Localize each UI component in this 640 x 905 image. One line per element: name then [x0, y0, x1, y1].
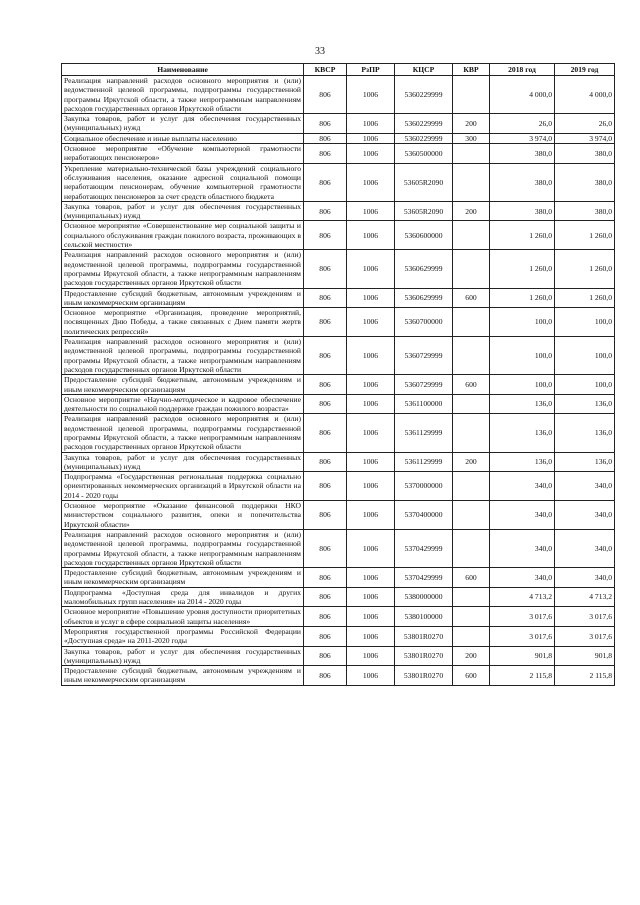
cell-2019: 136,0 [555, 452, 615, 472]
cell-kvr [453, 472, 490, 501]
cell-2019: 3 017,6 [555, 626, 615, 646]
cell-2019: 3 017,6 [555, 607, 615, 627]
cell-name: Основное мероприятие «Совершенствование мер социальной защиты и социального обслуживания граждан пожилого возраста, проживающих в сельской местности» [62, 221, 304, 250]
cell-2019: 100,0 [555, 337, 615, 375]
cell-kvsr: 806 [304, 529, 347, 567]
table-row [62, 626, 615, 646]
cell-rzpr: 1006 [347, 529, 395, 567]
cell-kvsr: 806 [304, 133, 347, 143]
cell-kcsr: 53801R0270 [395, 666, 453, 686]
cell-name: Реализация направлений расходов основного мероприятия и (или) ведомственной целевой программы, подпрограммы государственной программы Иркутской области, а также непрограммным направлениям расходов государственных органов Иркутской области [62, 76, 304, 114]
cell-kvsr: 806 [304, 587, 347, 607]
cell-kcsr: 5360729999 [395, 337, 453, 375]
cell-kcsr: 53605R2090 [395, 201, 453, 221]
cell-kcsr: 5370000000 [395, 472, 453, 501]
cell-kvr: 200 [453, 201, 490, 221]
table-row [62, 568, 615, 588]
cell-2018: 100,0 [490, 308, 555, 337]
cell-kvr: 200 [453, 646, 490, 666]
cell-2019: 340,0 [555, 529, 615, 567]
cell-rzpr: 1006 [347, 607, 395, 627]
cell-kvsr: 806 [304, 144, 347, 164]
cell-2019: 3 974,0 [555, 133, 615, 143]
cell-kvr: 300 [453, 133, 490, 143]
cell-2018: 100,0 [490, 337, 555, 375]
header-kvr: КВР [453, 64, 490, 76]
cell-2018: 100,0 [490, 375, 555, 395]
cell-rzpr: 1006 [347, 163, 395, 201]
cell-kcsr: 5360600000 [395, 221, 453, 250]
cell-2018: 3 974,0 [490, 133, 555, 143]
cell-2018: 1 260,0 [490, 288, 555, 308]
page-number: 33 [315, 46, 325, 57]
cell-kvr [453, 144, 490, 164]
cell-kvr [453, 414, 490, 452]
budget-table [61, 63, 615, 686]
table-body [62, 76, 615, 686]
table-row [62, 308, 615, 337]
cell-kvr [453, 221, 490, 250]
table-row [62, 414, 615, 452]
cell-rzpr: 1006 [347, 76, 395, 114]
cell-kvsr: 806 [304, 394, 347, 414]
cell-name: Закупка товаров, работ и услуг для обеспечения государственных (муниципальных) нужд [62, 114, 304, 134]
cell-kvr: 600 [453, 375, 490, 395]
cell-kcsr: 5360229999 [395, 76, 453, 114]
cell-2018: 1 260,0 [490, 250, 555, 288]
cell-name: Предоставление субсидий бюджетным, автономным учреждениям и иным некоммерческим организациям [62, 375, 304, 395]
cell-2018: 380,0 [490, 201, 555, 221]
cell-kvr [453, 626, 490, 646]
cell-2018: 136,0 [490, 414, 555, 452]
cell-rzpr: 1006 [347, 221, 395, 250]
cell-kcsr: 5361129999 [395, 414, 453, 452]
cell-2018: 3 017,6 [490, 607, 555, 627]
cell-kvsr: 806 [304, 414, 347, 452]
cell-kvsr: 806 [304, 666, 347, 686]
cell-kvr: 600 [453, 288, 490, 308]
cell-kcsr: 5380100000 [395, 607, 453, 627]
cell-name: Основное мероприятие «Обучение компьютерной грамотности неработающих пенсионеров» [62, 144, 304, 164]
cell-rzpr: 1006 [347, 394, 395, 414]
header-rzpr: РзПР [347, 64, 395, 76]
cell-kvsr: 806 [304, 308, 347, 337]
cell-name: Подпрограмма «Государственная региональная поддержка социально ориентированных некоммерческих организаций в Иркутской области на 2014 - 2020 годы [62, 472, 304, 501]
cell-name: Закупка товаров, работ и услуг для обеспечения государственных (муниципальных) нужд [62, 646, 304, 666]
cell-2019: 380,0 [555, 201, 615, 221]
cell-name: Предоставление субсидий бюджетным, автономным учреждениям и иным некоммерческим организациям [62, 288, 304, 308]
table-row [62, 250, 615, 288]
table-header-row [62, 64, 615, 76]
cell-kvr: 200 [453, 452, 490, 472]
cell-2019: 136,0 [555, 414, 615, 452]
cell-kvr [453, 163, 490, 201]
table-row [62, 337, 615, 375]
cell-rzpr: 1006 [347, 201, 395, 221]
cell-kcsr: 5360229999 [395, 133, 453, 143]
cell-kcsr: 53801R0270 [395, 646, 453, 666]
cell-kcsr: 53605R2090 [395, 163, 453, 201]
cell-name: Реализация направлений расходов основного мероприятия и (или) ведомственной целевой программы, подпрограммы государственной программы Иркутской области, а также непрограммным направлениям расходов государственных органов Иркутской области [62, 414, 304, 452]
cell-2018: 380,0 [490, 163, 555, 201]
cell-name: Основное мероприятие «Научно-методическое и кадровое обеспечение деятельности по социальной поддержке граждан пожилого возраста» [62, 394, 304, 414]
cell-rzpr: 1006 [347, 472, 395, 501]
table-row [62, 375, 615, 395]
cell-2019: 901,8 [555, 646, 615, 666]
cell-kvsr: 806 [304, 607, 347, 627]
cell-name: Реализация направлений расходов основного мероприятия и (или) ведомственной целевой программы, подпрограммы государственной программы Иркутской области, а также непрограммным направлениям расходов государственных органов Иркутской области [62, 529, 304, 567]
cell-name: Основное мероприятие «Оказание финансовой поддержки НКО министерством социального развития, опеки и попечительства Иркутской области» [62, 501, 304, 530]
cell-2019: 4 713,2 [555, 587, 615, 607]
table-row [62, 288, 615, 308]
cell-kcsr: 5360229999 [395, 114, 453, 134]
cell-2018: 340,0 [490, 501, 555, 530]
cell-kvr: 200 [453, 114, 490, 134]
cell-kcsr: 5370429999 [395, 568, 453, 588]
cell-rzpr: 1006 [347, 452, 395, 472]
cell-kcsr: 5361100000 [395, 394, 453, 414]
cell-name: Реализация направлений расходов основного мероприятия и (или) ведомственной целевой программы, подпрограммы государственной программы Иркутской области, а также непрограммным направлениям расходов государственных органов Иркутской области [62, 250, 304, 288]
cell-rzpr: 1006 [347, 646, 395, 666]
cell-kvr [453, 501, 490, 530]
header-2019: 2019 год [555, 64, 615, 76]
cell-rzpr: 1006 [347, 133, 395, 143]
cell-rzpr: 1006 [347, 587, 395, 607]
cell-2019: 26,0 [555, 114, 615, 134]
cell-kvr [453, 529, 490, 567]
cell-rzpr: 1006 [347, 144, 395, 164]
cell-kvsr: 806 [304, 163, 347, 201]
cell-2018: 340,0 [490, 529, 555, 567]
table-row [62, 144, 615, 164]
cell-2018: 380,0 [490, 144, 555, 164]
table-row [62, 114, 615, 134]
cell-kvr [453, 587, 490, 607]
table-row [62, 221, 615, 250]
cell-2018: 340,0 [490, 472, 555, 501]
cell-2018: 4 713,2 [490, 587, 555, 607]
cell-kvr: 600 [453, 666, 490, 686]
cell-kvr [453, 394, 490, 414]
table-row [62, 529, 615, 567]
cell-2019: 1 260,0 [555, 288, 615, 308]
cell-2019: 1 260,0 [555, 250, 615, 288]
cell-rzpr: 1006 [347, 626, 395, 646]
cell-rzpr: 1006 [347, 666, 395, 686]
cell-kcsr: 5361129999 [395, 452, 453, 472]
cell-2019: 340,0 [555, 472, 615, 501]
cell-name: Подпрограмма «Доступная среда для инвалидов и других маломобильных групп населения» на 2014 - 2020 годы [62, 587, 304, 607]
cell-2019: 1 260,0 [555, 221, 615, 250]
cell-2018: 3 017,6 [490, 626, 555, 646]
cell-kvsr: 806 [304, 626, 347, 646]
cell-2018: 340,0 [490, 568, 555, 588]
cell-kvr [453, 607, 490, 627]
cell-2019: 380,0 [555, 163, 615, 201]
header-name: Наименование [62, 64, 304, 76]
table-row [62, 666, 615, 686]
table-row [62, 133, 615, 143]
cell-name: Предоставление субсидий бюджетным, автономным учреждениям и иным некоммерческим организациям [62, 568, 304, 588]
cell-rzpr: 1006 [347, 568, 395, 588]
cell-name: Реализация направлений расходов основного мероприятия и (или) ведомственной целевой программы, подпрограммы государственной программы Иркутской области, а также непрограммным направлениям расходов государственных органов Иркутской области [62, 337, 304, 375]
table-row [62, 394, 615, 414]
cell-2019: 4 000,0 [555, 76, 615, 114]
cell-name: Закупка товаров, работ и услуг для обеспечения государственных (муниципальных) нужд [62, 452, 304, 472]
cell-2019: 136,0 [555, 394, 615, 414]
table-row [62, 607, 615, 627]
cell-kvsr: 806 [304, 501, 347, 530]
cell-kvsr: 806 [304, 221, 347, 250]
cell-kvsr: 806 [304, 568, 347, 588]
header-2018: 2018 год [490, 64, 555, 76]
cell-2019: 340,0 [555, 501, 615, 530]
cell-kcsr: 5360700000 [395, 308, 453, 337]
cell-kvsr: 806 [304, 201, 347, 221]
cell-kvr [453, 308, 490, 337]
table-row [62, 201, 615, 221]
table-row [62, 587, 615, 607]
cell-2019: 100,0 [555, 375, 615, 395]
cell-2018: 2 115,8 [490, 666, 555, 686]
table-row [62, 76, 615, 114]
cell-name: Закупка товаров, работ и услуг для обеспечения государственных (муниципальных) нужд [62, 201, 304, 221]
cell-kvsr: 806 [304, 337, 347, 375]
table-row [62, 646, 615, 666]
cell-2018: 901,8 [490, 646, 555, 666]
cell-kcsr: 5360500000 [395, 144, 453, 164]
cell-2019: 2 115,8 [555, 666, 615, 686]
cell-kcsr: 5360629999 [395, 288, 453, 308]
cell-name: Основное мероприятие «Повышение уровня доступности приоритетных объектов и услуг в сфере социальной защиты населения» [62, 607, 304, 627]
cell-2019: 380,0 [555, 144, 615, 164]
cell-kvr: 600 [453, 568, 490, 588]
cell-rzpr: 1006 [347, 501, 395, 530]
cell-kvsr: 806 [304, 250, 347, 288]
header-kvsr: КВСР [304, 64, 347, 76]
cell-kcsr: 5360629999 [395, 250, 453, 288]
cell-kvr [453, 250, 490, 288]
cell-name: Основное мероприятие «Организация, проведение мероприятий, посвященных Дню Победы, а также связанных с Днем памяти жертв политических репрессий» [62, 308, 304, 337]
cell-kvsr: 806 [304, 114, 347, 134]
table-row [62, 163, 615, 201]
cell-2018: 136,0 [490, 452, 555, 472]
cell-kvsr: 806 [304, 472, 347, 501]
cell-rzpr: 1006 [347, 114, 395, 134]
cell-rzpr: 1006 [347, 375, 395, 395]
cell-name: Мероприятия государственной программы Российской Федерации «Доступная среда» на 2011-2020 годы [62, 626, 304, 646]
cell-rzpr: 1006 [347, 288, 395, 308]
cell-2018: 26,0 [490, 114, 555, 134]
cell-kcsr: 5380000000 [395, 587, 453, 607]
cell-kvr [453, 76, 490, 114]
cell-kvsr: 806 [304, 288, 347, 308]
cell-2019: 340,0 [555, 568, 615, 588]
table-row [62, 501, 615, 530]
cell-kvr [453, 337, 490, 375]
table-row [62, 472, 615, 501]
cell-kcsr: 5360729999 [395, 375, 453, 395]
cell-2018: 1 260,0 [490, 221, 555, 250]
cell-rzpr: 1006 [347, 337, 395, 375]
cell-kcsr: 5370429999 [395, 529, 453, 567]
cell-kvsr: 806 [304, 646, 347, 666]
cell-kcsr: 53801R0270 [395, 626, 453, 646]
cell-name: Предоставление субсидий бюджетным, автономным учреждениям и иным некоммерческим организациям [62, 666, 304, 686]
cell-kvsr: 806 [304, 375, 347, 395]
cell-name: Социальное обеспечение и иные выплаты населению [62, 133, 304, 143]
table-row [62, 452, 615, 472]
header-kcsr: КЦСР [395, 64, 453, 76]
cell-kcsr: 5370400000 [395, 501, 453, 530]
cell-2019: 100,0 [555, 308, 615, 337]
cell-name: Укрепление материально-технической базы учреждений социального обслуживания населения, оказание адресной социальной помощи неработающим пенсионерам, обучение компьютерной грамотности неработающих пенсионеров за счет средств областного бюджета [62, 163, 304, 201]
cell-rzpr: 1006 [347, 414, 395, 452]
cell-2018: 4 000,0 [490, 76, 555, 114]
cell-kvsr: 806 [304, 76, 347, 114]
cell-2018: 136,0 [490, 394, 555, 414]
cell-rzpr: 1006 [347, 250, 395, 288]
cell-rzpr: 1006 [347, 308, 395, 337]
cell-kvsr: 806 [304, 452, 347, 472]
